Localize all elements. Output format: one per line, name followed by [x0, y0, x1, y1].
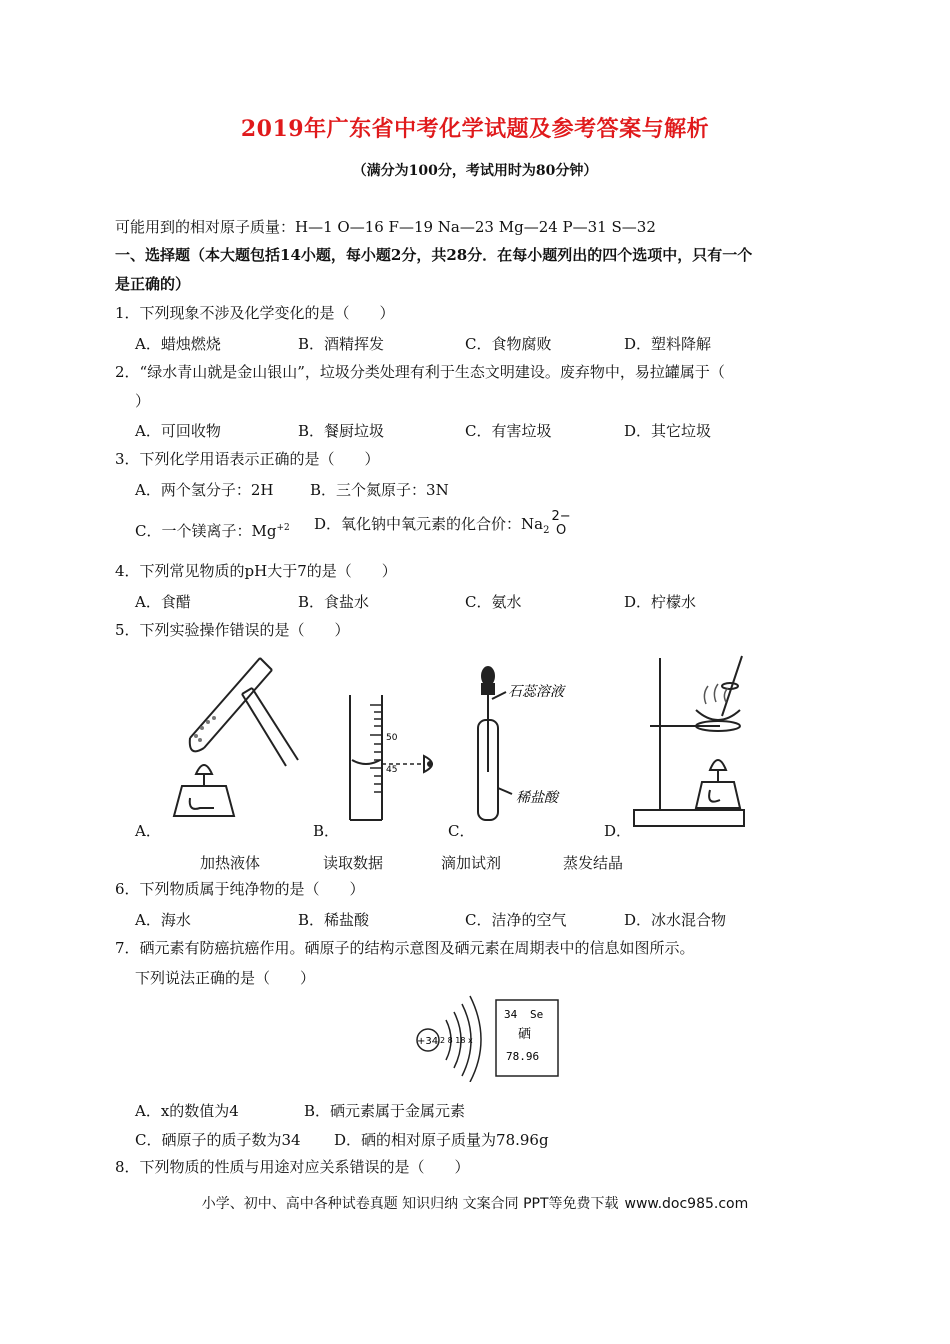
cylinder-mark-45: 45 [386, 765, 398, 775]
q7-option-d[interactable]: D．硒的相对原子质量为78.96g [334, 1131, 549, 1149]
q5-option-a[interactable]: A． [135, 822, 161, 840]
question-7-stem-line1: 7．硒元素有防癌抗癌作用。硒原子的结构示意图及硒元素在周期表中的信息如图所示。 [115, 939, 695, 957]
question-2-stem-line1: 2．“绿水青山就是金山银山”，垃圾分类处理有利于生态文明建设。废弃物中，易拉罐属于（ [115, 363, 725, 381]
atom-shells: 2 8 18 x [440, 1036, 473, 1045]
page-title: 2019年广东省中考化学试题及参考答案与解析 [240, 116, 710, 142]
periodic-table-cell [496, 1000, 558, 1076]
element-name: 硒 [518, 1027, 532, 1042]
q5-option-c[interactable]: C． [448, 822, 475, 840]
caption-c: 滴加试剂 [441, 854, 502, 872]
page-subtitle: （满分为100分，考试用时为80分钟） [352, 163, 598, 179]
q3-option-c-charge: +2 [276, 523, 290, 533]
question-5-stem: 5．下列实验操作错误的是（ ） [115, 621, 350, 639]
element-mass: 78.96 [506, 1050, 540, 1063]
q1-option-c[interactable]: C．食物腐败 [465, 335, 552, 353]
q7-option-b[interactable]: B．硒元素属于金属元素 [304, 1102, 466, 1120]
element-number: 34 [504, 1008, 518, 1021]
figure-d-evaporation [630, 650, 750, 830]
label-litmus: 石蕊溶液 [508, 684, 564, 700]
q3-option-d-valence [551, 510, 570, 538]
q7-option-a[interactable]: A．x的数值为4 [135, 1102, 239, 1120]
q3-option-d-text [314, 513, 549, 536]
q4-option-c[interactable]: C．氨水 [465, 593, 522, 611]
question-6-stem: 6．下列物质属于纯净物的是（ ） [115, 880, 365, 898]
caption-b: 读取数据 [323, 854, 384, 872]
q1-option-d[interactable]: D．塑料降解 [624, 335, 712, 353]
section-heading-line2: 是正确的） [115, 275, 191, 293]
figure-b-graduated-cylinder [340, 690, 450, 825]
q2-option-c[interactable]: C．有害垃圾 [465, 422, 552, 440]
label-dilute-hcl: 稀盐酸 [516, 790, 558, 806]
question-7-stem-line2: 下列说法正确的是（ ） [135, 969, 316, 987]
q3-option-d[interactable] [314, 510, 571, 538]
footer-link[interactable]: www.doc985.com [624, 1196, 749, 1212]
question-2-stem-line2: ） [135, 392, 151, 410]
cylinder-mark-50: 50 [386, 733, 398, 743]
q1-option-b[interactable]: B．酒精挥发 [298, 335, 385, 353]
section-heading-line1: 一、选择题（本大题包括14小题，每小题2分，共28分．在每小题列出的四个选项中，只有一个 [115, 246, 753, 264]
q6-option-d[interactable]: D．冰水混合物 [624, 911, 727, 929]
q6-option-c[interactable]: C．洁净的空气 [465, 911, 567, 929]
cylinder-ticks [370, 705, 382, 792]
valence-charge: 2− [551, 509, 571, 524]
atom-nucleus: +34 [417, 1036, 439, 1047]
valence-element: O [555, 523, 567, 538]
page-footer [0, 1193, 950, 1213]
q6-option-b[interactable]: B．稀盐酸 [298, 911, 370, 929]
q6-option-a[interactable]: A．海水 [135, 911, 191, 929]
element-symbol: Se [530, 1008, 544, 1021]
footer-text: 小学、初中、高中各种试卷真题 知识归纳 文案合同 PPT等免费下载 [201, 1196, 619, 1212]
atomic-mass-line: 可能用到的相对原子质量：H—1 O—16 F—19 Na—23 Mg—24 P—31 S—32 [115, 218, 656, 236]
q2-option-a[interactable]: A．可回收物 [135, 422, 221, 440]
q5-option-b[interactable]: B． [313, 822, 340, 840]
q4-option-b[interactable]: B．食盐水 [298, 593, 370, 611]
caption-d: 蒸发结晶 [563, 854, 624, 872]
question-1-stem: 1．下列现象不涉及化学变化的是（ ） [115, 304, 395, 322]
question-3-stem: 3．下列化学用语表示正确的是（ ） [115, 450, 380, 468]
q4-option-d[interactable]: D．柠檬水 [624, 593, 697, 611]
question-8-stem: 8．下列物质的性质与用途对应关系错误的是（ ） [115, 1158, 470, 1176]
q3-option-c[interactable] [135, 520, 290, 541]
figure-c-dropper [468, 664, 588, 829]
q2-option-b[interactable]: B．餐厨垃圾 [298, 422, 385, 440]
q3-option-b[interactable]: B．三个氮原子：3N [310, 481, 449, 499]
q5-option-d[interactable]: D． [604, 822, 632, 840]
q3-option-d-label: D．氧化钠中氧元素的化合价：Na [314, 514, 544, 533]
q1-option-a[interactable]: A．蜡烛燃烧 [135, 335, 221, 353]
figure-a-heating-liquid [160, 648, 300, 828]
question-4-stem: 4．下列常见物质的pH大于7的是（ ） [115, 562, 397, 580]
q3-option-d-subscript: 2 [543, 524, 550, 536]
caption-a: 加热液体 [200, 854, 261, 872]
q4-option-a[interactable]: A．食醋 [135, 593, 191, 611]
figure-selenium [408, 990, 568, 1082]
q2-option-d[interactable]: D．其它垃圾 [624, 422, 712, 440]
q3-option-c-text: C．一个镁离子：Mg [135, 522, 277, 540]
q3-option-a[interactable]: A．两个氢分子：2H [135, 481, 274, 499]
q7-option-c[interactable]: C．硒原子的质子数为34 [135, 1131, 301, 1149]
